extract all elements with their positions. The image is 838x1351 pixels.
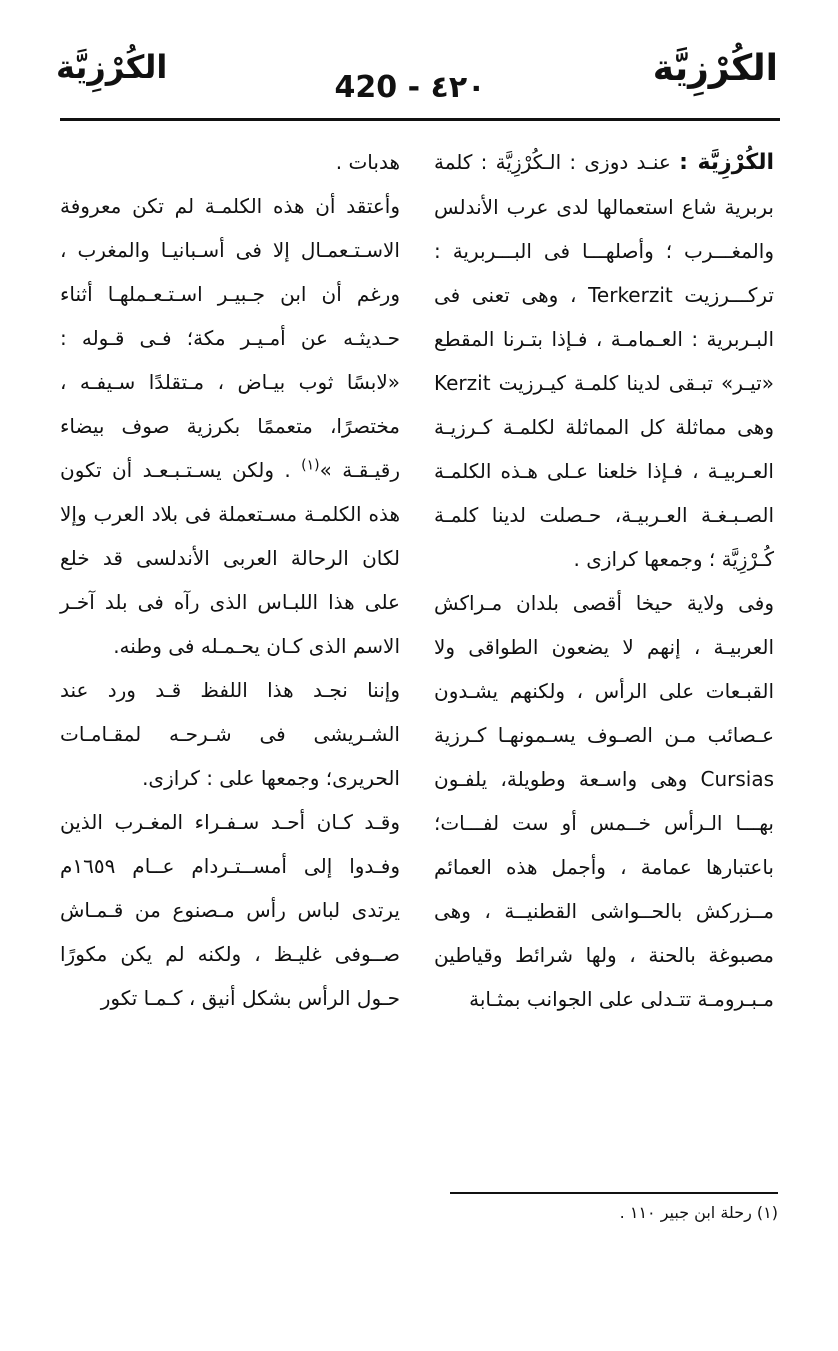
running-title-left: الكُرْزِيَّة — [56, 48, 168, 86]
body-paragraph: وقـد كـان أحـد سـفـراء المغـرب الذين وفـدوا إلى أمســتـردام عــام ١٦٥٩م يرتدى لباس رأس مـصنوع من قـمـاش صــوفى غليـظ ، ولكنه لم يكن مكورًا حـول الرأس بشكل أنيق ، كـمـا تكور — [60, 810, 400, 1010]
text-column-left — [60, 140, 400, 1020]
text-column-right — [434, 140, 774, 1021]
paragraph-text: . ولكن يسـتـبـعـد أن تكون هذه الكلمـة مسـتعملة فى بلاد العرب وإلا لكان الرحالة العربى الأندلسى قد خلع على هذا اللبـاس الذى رآه فى بلد آخـر الاسم الذى كـان يحـمـله فى وطنه. — [60, 458, 400, 658]
entry-text: عنـد دوزى : الـكُرْزِيَّة : كلمة بربرية شاع استعمالها لدى عرب الأندلس والمغـــرب ؛ وأصلهـــا فى البـــربرية : تركـــرزيت Terkerzit ، وهى تعنى فى البـربرية : العـمامـة ، فـإذا بتـرنا المقطع «تيـر» تبـقى لدينا كلمـة كيـرزيت Kerzit وهى مماثلة كل المماثلة لكلمـة كـرزيـة العـربيـة ، فـإذا خلعنا عـلى هـذه الكلمـة الصـبـغـة العـربيـة، حـصلت لدينا كلمـة كُـرْزِيَّة ؛ وجمعها كرازى . — [434, 150, 774, 571]
footnote-reference[interactable]: (١) — [301, 457, 320, 474]
body-paragraph: وفى ولاية حيخا أقصى بلدان مـراكش العربيـة ، إنهم لا يضعون الطواقى ولا القبـعات على الرأس ، ولكنهم يشـدون عـصائب مـن الصـوف يسـمونهـا كـرزية Cursias وهى واسـعة وطويلة، يلفـون بهـــا الـرأس خــمس أو ست لفـــات؛ باعتبارها عمامة ، وأجمل هذه العمائم مــزركش بالحــواشى القطنيــة ، وهى مصبوغة بالحنة ، ولها شرائط وقياطين مـبـرومـة تتـدلى على الجوانب بمثـابة — [434, 591, 774, 1011]
footnote-rule — [450, 1192, 778, 1194]
footnote-text: (١) رحلة ابن جبير ١١٠ . — [619, 1203, 778, 1222]
header-rule — [60, 118, 780, 121]
running-title-right: الكُرْزِيَّة — [652, 48, 778, 89]
paragraph-text: وأعتقد أن هذه الكلمـة لم تكن معروفة الاسـتـعمـال إلا فى أسـبانيـا والمغرب ، ورغم أن ابن جـبيـر اسـتـعـملهـا أثناء حـديثـه عن أمـيـر مكة؛ فـى قـوله : «لابسًا ثوب بيـاض ، مـتقلدًا سـيفـه ، مختصرًا، متعممًا بكرزية صوف بيضاء رقيـقـة » — [60, 194, 401, 482]
body-paragraph: هدبات . — [335, 150, 400, 174]
body-paragraph: وإننا نجـد هذا اللفظ قـد ورد عند الشـريشى فى شـرحـه لمقـامـات الحريرى؛ وجمعها على : كرازى. — [60, 678, 400, 790]
page-number: 420 - ٤٢٠ — [334, 70, 486, 105]
entry-headword: الكُرْزِيَّة : — [679, 150, 774, 175]
body-paragraph — [60, 184, 400, 668]
entry-paragraph — [434, 140, 774, 581]
